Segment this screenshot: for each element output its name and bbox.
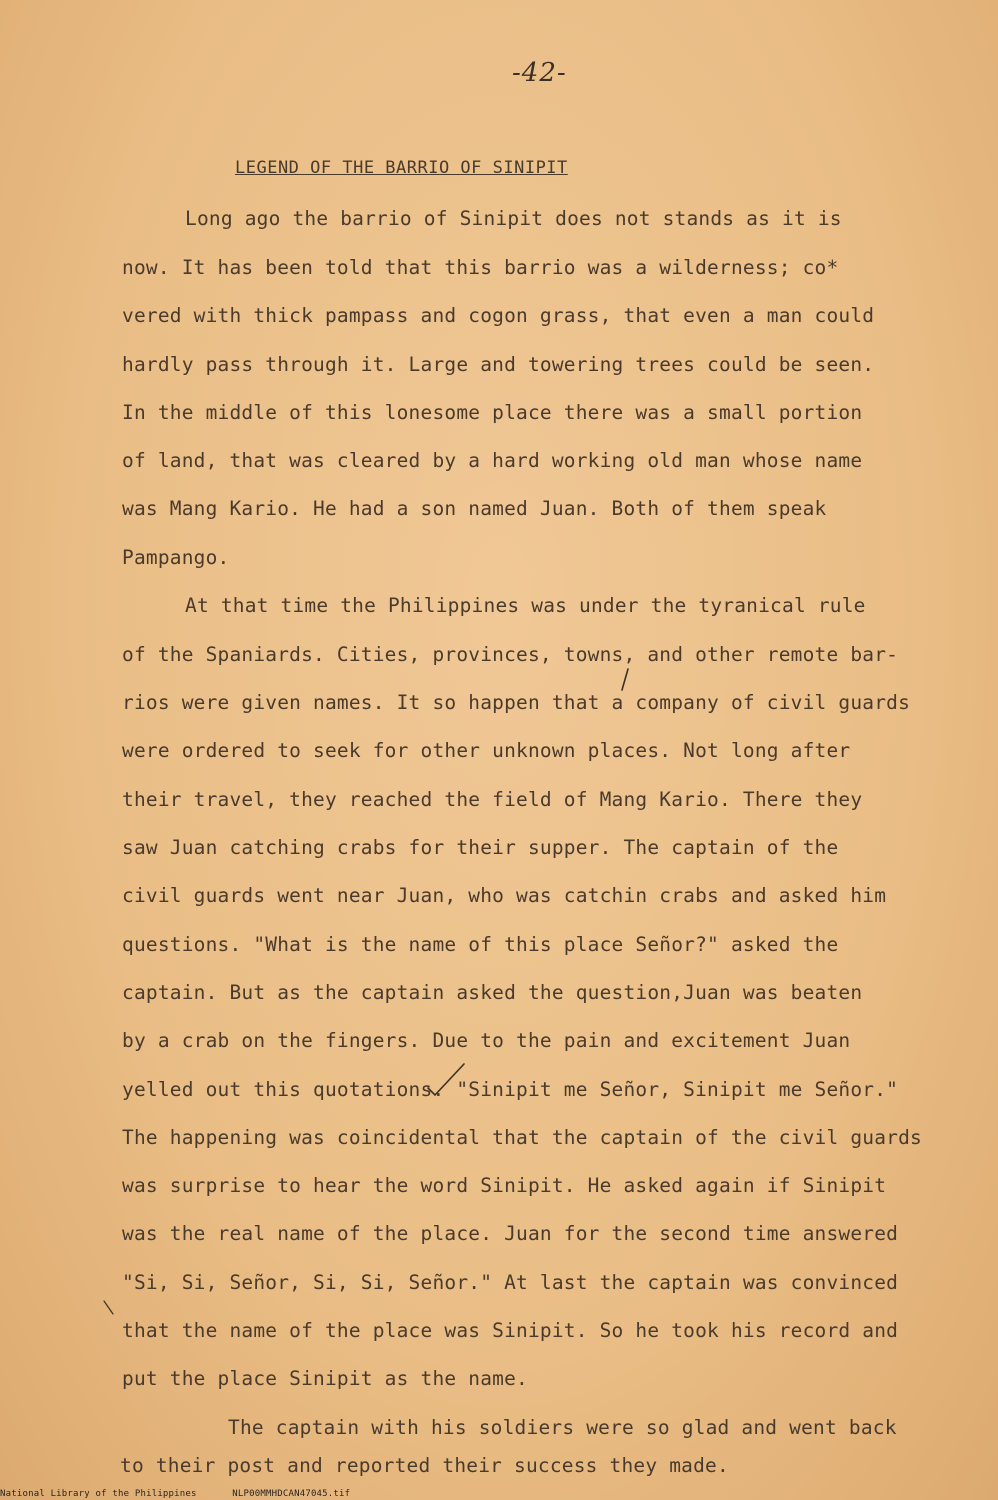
checkmark-icon — [426, 1062, 466, 1098]
text-line: rios were given names. It so happen that a company of civil guards — [122, 691, 911, 714]
text-line: vered with thick pampass and cogon grass, that even a man could — [122, 304, 875, 327]
text-line: of land, that was cleared by a hard working old man whose name — [122, 449, 863, 472]
page-number: -42- — [512, 58, 567, 88]
text-line: "Si, Si, Señor, Si, Si, Señor." At last the captain was convinced — [122, 1271, 899, 1294]
text-line: Pampango. — [122, 546, 230, 569]
footer-source: National Library of the Philippines — [0, 1489, 197, 1499]
text-line: of the Spaniards. Cities, provinces, towns, and other remote bar- — [122, 643, 899, 666]
text-line: by a crab on the fingers. Due to the pain and excitement Juan — [122, 1029, 851, 1052]
text-line: civil guards went near Juan, who was catchin crabs and asked him — [122, 884, 887, 907]
margin-mark-icon — [103, 1300, 115, 1316]
footer — [0, 1489, 380, 1499]
text-line: to their post and reported their success they made. — [120, 1454, 729, 1477]
text-line: their travel, they reached the field of Mang Kario. There they — [122, 788, 863, 811]
text-line: yelled out this quotations. "Sinipit me Señor, Sinipit me Señor." — [122, 1078, 899, 1101]
text-line: In the middle of this lonesome place there was a small portion — [122, 401, 863, 424]
text-line: was surprise to hear the word Sinipit. He asked again if Sinipit — [122, 1174, 887, 1197]
text-line: put the place Sinipit as the name. — [122, 1367, 528, 1390]
text-line: The happening was coincidental that the captain of the civil guards — [122, 1126, 922, 1149]
text-line: now. It has been told that this barrio was a wilderness; co* — [122, 256, 839, 279]
document-title: LEGEND OF THE BARRIO OF SINIPIT — [235, 158, 568, 178]
text-line: Long ago the barrio of Sinipit does not stands as it is — [185, 207, 842, 230]
text-line: saw Juan catching crabs for their supper. The captain of the — [122, 836, 839, 859]
text-line: At that time the Philippines was under the tyranical rule — [185, 594, 866, 617]
text-line: was the real name of the place. Juan for the second time answered — [122, 1222, 899, 1245]
pencil-tick-icon — [620, 668, 630, 692]
text-line: that the name of the place was Sinipit. So he took his record and — [122, 1319, 899, 1342]
text-line: questions. "What is the name of this place Señor?" asked the — [122, 933, 839, 956]
text-line: were ordered to seek for other unknown places. Not long after — [122, 739, 851, 762]
text-line: was Mang Kario. He had a son named Juan. Both of them speak — [122, 497, 827, 520]
footer-file: NLP00MMHDCAN47045.tif — [232, 1489, 351, 1499]
text-line: captain. But as the captain asked the question,Juan was beaten — [122, 981, 863, 1004]
text-line: hardly pass through it. Large and towering trees could be seen. — [122, 353, 875, 376]
text-line: The captain with his soldiers were so glad and went back — [228, 1416, 897, 1439]
